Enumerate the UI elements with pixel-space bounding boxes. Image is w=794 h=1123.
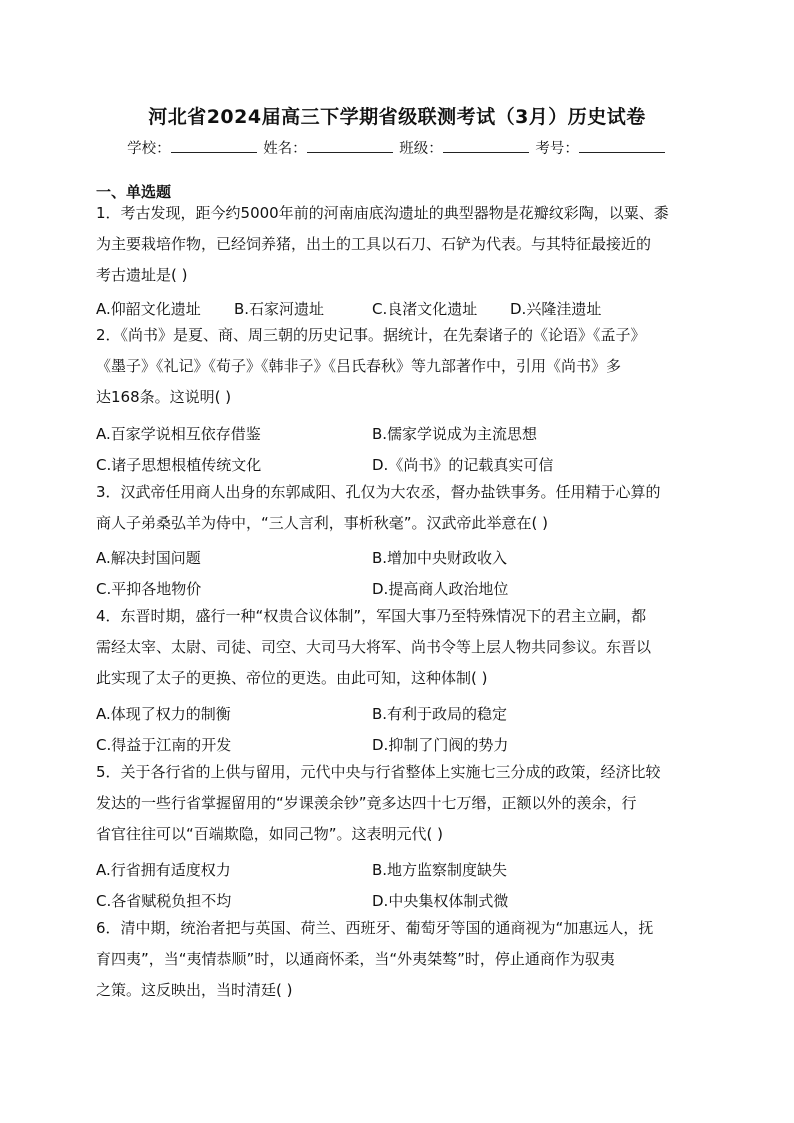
class-blank bbox=[443, 138, 529, 153]
section-heading: 一、单选题 bbox=[96, 183, 172, 201]
question-line: 发达的一些行省掌握留用的“岁课羡余钞”竟多达四十七万缗，正额以外的羡余，行 bbox=[96, 794, 637, 812]
question-line: 需经太宰、太尉、司徒、司空、大司马大将军、尚书令等上层人物共同参议。东晋以 bbox=[96, 638, 652, 656]
option-a: A.仰韶文化遗址 bbox=[96, 300, 201, 318]
question-line: 省官往往可以“百端欺隐，如同己物”。这表明元代( ) bbox=[96, 825, 444, 843]
option-a: A.行省拥有适度权力 bbox=[96, 861, 231, 879]
option-c: C.各省赋税负担不均 bbox=[96, 892, 232, 910]
option-c: C.得益于江南的开发 bbox=[96, 736, 232, 754]
option-b: B.有利于政局的稳定 bbox=[372, 705, 508, 723]
question-3 bbox=[96, 477, 700, 539]
option-a: A.体现了权力的制衡 bbox=[96, 705, 231, 723]
question-line: 商人子弟桑弘羊为侍中，“三人言利，事析秋毫”。汉武帝此举意在( ) bbox=[96, 514, 549, 532]
class-label: 班级： bbox=[399, 141, 443, 157]
option-c: C.良渚文化遗址 bbox=[372, 300, 478, 318]
question-line: 此实现了太子的更换、帝位的更迭。由此可知，这种体制( ) bbox=[96, 669, 488, 687]
school-label: 学校： bbox=[127, 141, 171, 157]
question-line: 《墨子》《礼记》《荀子》《韩非子》《吕氏春秋》等九部著作中，引用《尚书》多 bbox=[96, 357, 622, 375]
option-b: B.地方监察制度缺失 bbox=[372, 861, 508, 879]
question-line: 达168条。这说明( ) bbox=[96, 388, 232, 406]
question-2 bbox=[96, 320, 700, 413]
option-d: D.《尚书》的记载真实可信 bbox=[372, 456, 554, 474]
question-line: 3．汉武帝任用商人出身的东郭咸阳、孔仅为大农丞，督办盐铁事务。任用精于心算的 bbox=[96, 483, 661, 501]
question-4 bbox=[96, 601, 700, 694]
question-line: 考古遗址是( ) bbox=[96, 266, 188, 284]
question-line: 为主要栽培作物，已经饲养猪，出土的工具以石刀、石铲为代表。与其特征最接近的 bbox=[96, 235, 652, 253]
option-d: D.中央集权体制式微 bbox=[372, 892, 509, 910]
exam-number-label: 考号： bbox=[535, 141, 579, 157]
name-label: 姓名： bbox=[263, 141, 307, 157]
option-c: C.平抑各地物价 bbox=[96, 580, 202, 598]
question-line: 育四夷”，当“夷情恭顺”时，以通商怀柔，当“外夷桀骜”时，停止通商作为驭夷 bbox=[96, 950, 615, 968]
question-5 bbox=[96, 757, 700, 850]
option-b: B.儒家学说成为主流思想 bbox=[372, 425, 538, 443]
school-blank bbox=[171, 138, 257, 153]
question-6 bbox=[96, 913, 700, 1006]
option-a: A.百家学说相互依存借鉴 bbox=[96, 425, 261, 443]
question-line: 2．《尚书》是夏、商、周三朝的历史记事。据统计，在先秦诸子的《论语》《孟子》 bbox=[96, 326, 646, 344]
question-1 bbox=[96, 198, 700, 291]
name-blank bbox=[307, 138, 393, 153]
question-line: 4．东晋时期，盛行一种“权贵合议体制”，军国大事乃至特殊情况下的君主立嗣，都 bbox=[96, 607, 647, 625]
exam-number-blank bbox=[579, 138, 665, 153]
student-info-line bbox=[0, 137, 794, 158]
question-line: 之策。这反映出，当时清廷( ) bbox=[96, 981, 293, 999]
exam-title: 河北省2024届高三下学期省级联测考试（3月）历史试卷 bbox=[148, 106, 646, 128]
question-line: 6．清中期，统治者把与英国、荷兰、西班牙、葡萄牙等国的通商视为“加惠远人，抚 bbox=[96, 919, 654, 937]
question-line: 5．关于各行省的上供与留用，元代中央与行省整体上实施七三分成的政策，经济比较 bbox=[96, 763, 661, 781]
option-c: C.诸子思想根植传统文化 bbox=[96, 456, 262, 474]
option-a: A.解决封国问题 bbox=[96, 549, 201, 567]
question-line: 1．考古发现，距今约5000年前的河南庙底沟遗址的典型器物是花瓣纹彩陶，以粟、黍 bbox=[96, 204, 669, 222]
option-b: B.石家河遗址 bbox=[234, 300, 325, 318]
option-d: D.提高商人政治地位 bbox=[372, 580, 509, 598]
option-d: D.兴隆洼遗址 bbox=[510, 300, 602, 318]
option-d: D.抑制了门阀的势力 bbox=[372, 736, 509, 754]
option-b: B.增加中央财政收入 bbox=[372, 549, 508, 567]
